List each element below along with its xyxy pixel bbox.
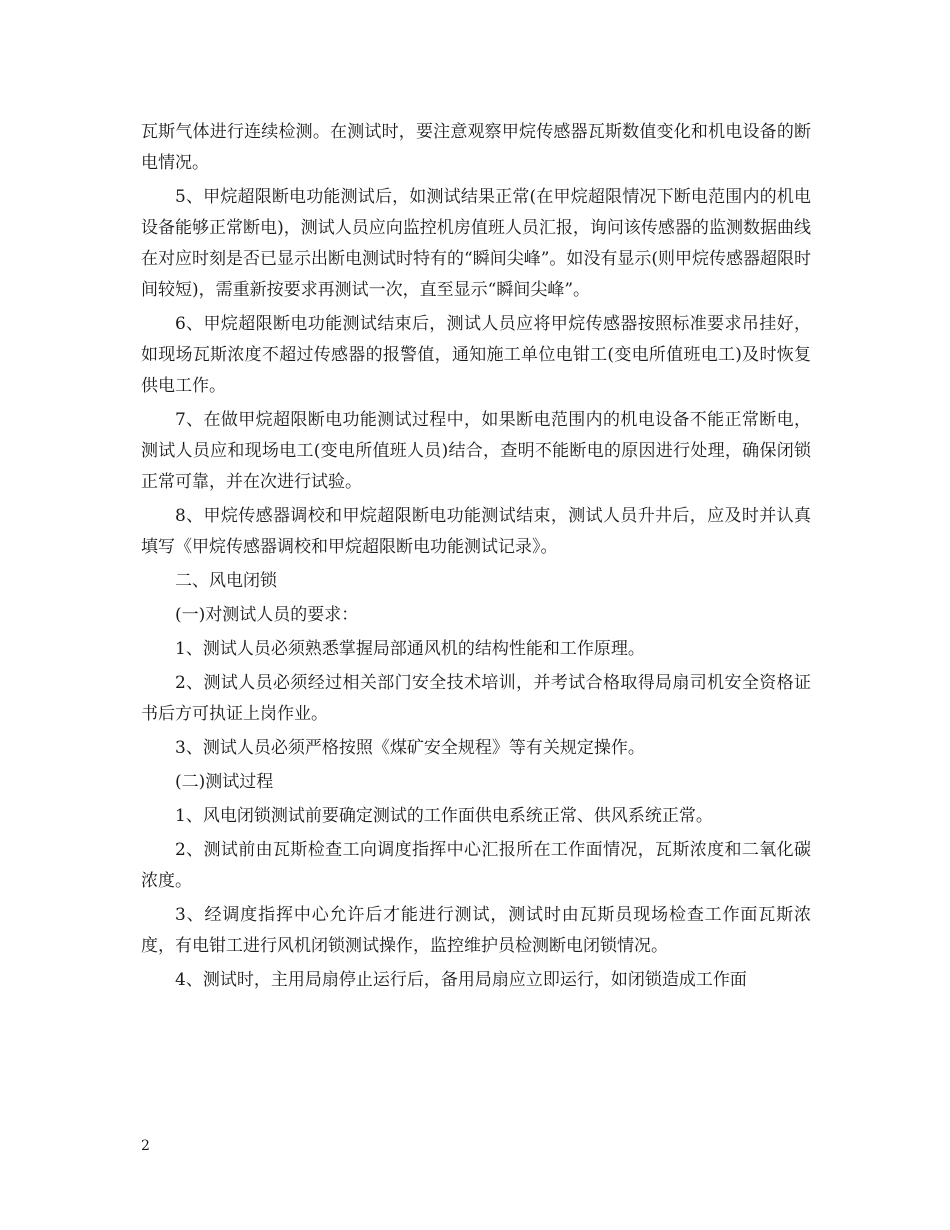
paragraph-continuation: 瓦斯气体进行连续检测。在测试时，要注意观察甲烷传感器瓦斯数值变化和机电设备的断电情况。	[141, 122, 811, 173]
process-item-3: 3、经调度指挥中心允许后才能进行测试，测试时由瓦斯员现场检查工作面瓦斯浓度，有电钳工进行风机闭锁测试操作，监控维护员检测断电闭锁情况。	[141, 905, 811, 956]
paragraph-item-5: 5、甲烷超限断电功能测试后，如测试结果正常(在甲烷超限情况下断电范围内的机电设备能够正常断电)，测试人员应向监控机房值班人员汇报，询问该传感器的监测数据曲线在对应时刻是否已显示出断电测试时特有的“瞬间尖峰”。如没有显示(则甲烷传感器超限时间较短)，需重新按要求再测试一次，直至显示“瞬间尖峰”。	[141, 187, 812, 300]
page-number: 2	[141, 1138, 150, 1154]
process-item-4: 4、测试时，主用局扇停止运行后，备用局扇应立即运行，如闭锁造成工作面	[175, 970, 747, 990]
process-item-1: 1、风电闭锁测试前要确定测试的工作面供电系统正常、供风系统正常。	[175, 806, 713, 826]
requirement-item-3: 3、测试人员必须严格按照《煤矿安全规程》等有关规定操作。	[175, 738, 645, 758]
requirement-item-2: 2、测试人员必须经过相关部门安全技术培训，并考试合格取得局扇司机安全资格证书后方可执证上岗作业。	[141, 673, 811, 724]
paragraph-item-7: 7、在做甲烷超限断电功能测试过程中，如果断电范围内的机电设备不能正常断电，测试人员应和现场电工(变电所值班人员)结合，查明不能断电的原因进行处理，确保闭锁正常可靠，并在次进行试验。	[141, 410, 811, 492]
section-heading-wind-electric-lock: 二、风电闭锁	[175, 571, 277, 591]
paragraph-item-6: 6、甲烷超限断电功能测试结束后，测试人员应将甲烷传感器按照标准要求吊挂好，如现场瓦斯浓度不超过传感器的报警值，通知施工单位电钳工(变电所值班电工)及时恢复供电工作。	[141, 314, 811, 396]
subsection-heading-test-process: (二)测试过程	[175, 772, 274, 792]
process-item-2: 2、测试前由瓦斯检查工向调度指挥中心汇报所在工作面情况，瓦斯浓度和二氧化碳浓度。	[141, 840, 811, 891]
requirement-item-1: 1、测试人员必须熟悉掌握局部通风机的结构性能和工作原理。	[175, 639, 645, 659]
document-body	[141, 117, 811, 999]
paragraph-item-8: 8、甲烷传感器调校和甲烷超限断电功能测试结束，测试人员升井后，应及时并认真填写《甲烷传感器调校和甲烷超限断电功能测试记录》。	[141, 506, 811, 557]
subsection-heading-tester-requirements: (一)对测试人员的要求：	[175, 605, 359, 625]
